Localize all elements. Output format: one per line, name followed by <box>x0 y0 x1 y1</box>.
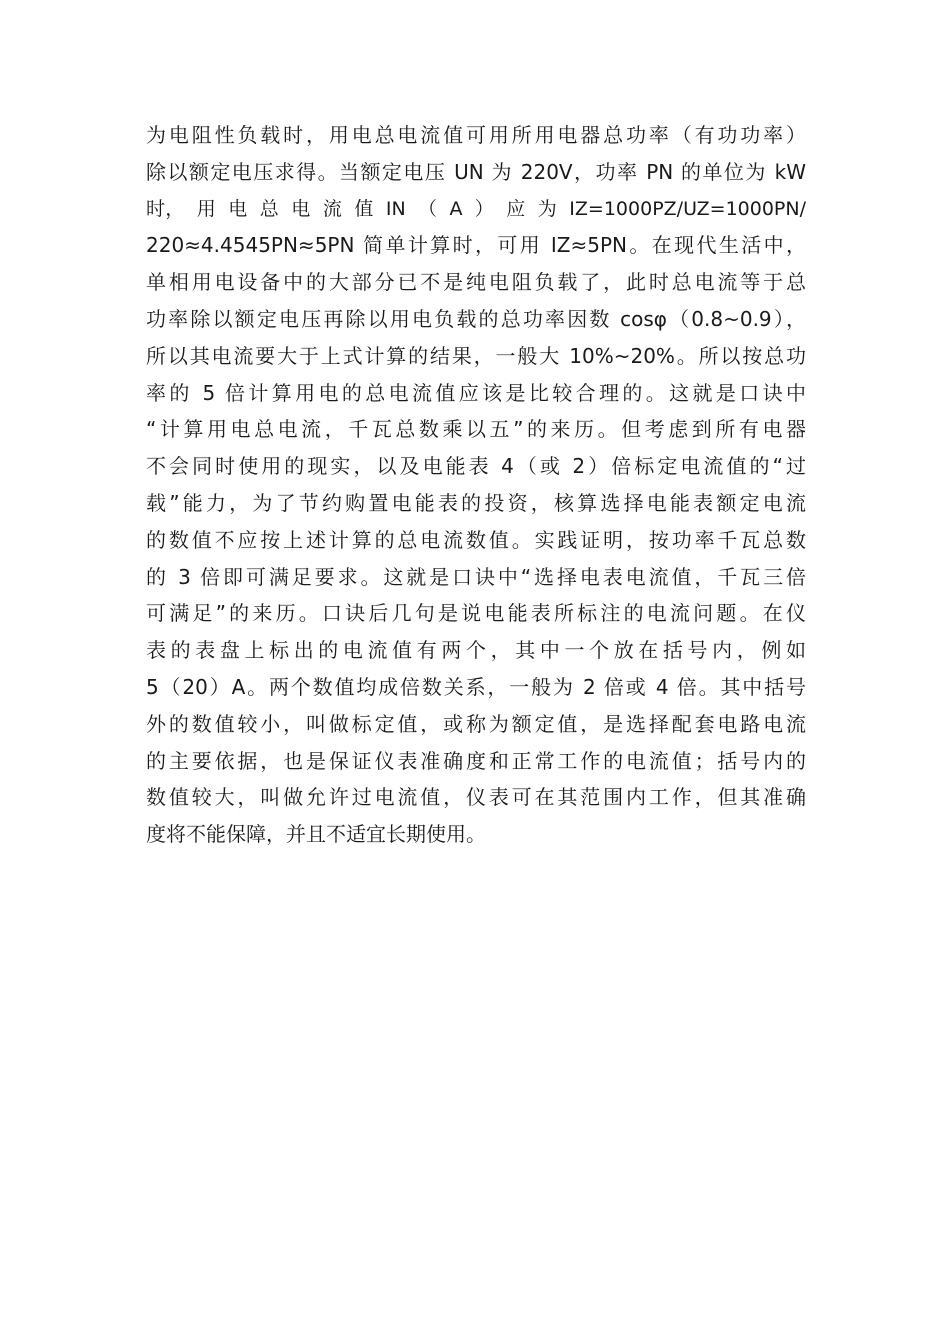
text-line: 220≈4.4545PN≈5PN 简单计算时，可用 IZ≈5PN。在现代生活中， <box>146 233 806 258</box>
text-line: 的主要依据，也是保证仪表准确度和正常工作的电流值；括号内的 <box>146 748 806 773</box>
text-line: 所以其电流要大于上式计算的结果，一般大 10%~20%。所以按总功 <box>146 343 806 368</box>
body-paragraph <box>146 117 806 853</box>
text-line: 率的 5 倍计算用电的总电流值应该是比较合理的。这就是口诀中 <box>146 380 806 405</box>
text-line: “计算用电总电流，千瓦总数乘以五”的来历。但考虑到所有电器 <box>146 417 806 442</box>
text-line: 度将不能保障，并且不适宜长期使用。 <box>146 822 486 847</box>
text-line: 的数值不应按上述计算的总电流数值。实践证明，按功率千瓦总数 <box>146 527 806 552</box>
text-line: 除以额定电压求得。当额定电压 UN 为 220V，功率 PN 的单位为 kW <box>146 159 806 184</box>
text-line: 外的数值较小，叫做标定值，或称为额定值，是选择配套电路电流 <box>146 711 806 736</box>
text-line: 单相用电设备中的大部分已不是纯电阻负载了，此时总电流等于总 <box>146 270 806 295</box>
text-line: 功率除以额定电压再除以用电负载的总功率因数 cosφ（0.8~0.9）， <box>146 306 806 331</box>
text-line: 不会同时使用的现实，以及电能表 4（或 2）倍标定电流值的“过 <box>146 454 806 479</box>
text-line: 载”能力，为了节约购置电能表的投资，核算选择电能表额定电流 <box>146 490 806 515</box>
text-line: 可满足”的来历。口诀后几句是说电能表所标注的电流问题。在仪 <box>146 601 806 626</box>
text-line: 数值较大，叫做允许过电流值，仪表可在其范围内工作，但其准确 <box>146 785 806 810</box>
text-line: 表的表盘上标出的电流值有两个，其中一个放在括号内，例如 <box>146 638 806 663</box>
text-line: 为电阻性负载时，用电总电流值可用所用电器总功率（有功功率） <box>146 123 806 147</box>
text-line: 5（20）A。两个数值均成倍数关系，一般为 2 倍或 4 倍。其中括号 <box>146 674 806 699</box>
text-line: 时， 用 电 总 电 流 值 IN （ A ） 应 为 IZ=1000PZ/UZ=1000PN/ <box>146 197 806 220</box>
text-line: 的 3 倍即可满足要求。这就是口诀中“选择电表电流值，千瓦三倍 <box>146 564 806 589</box>
